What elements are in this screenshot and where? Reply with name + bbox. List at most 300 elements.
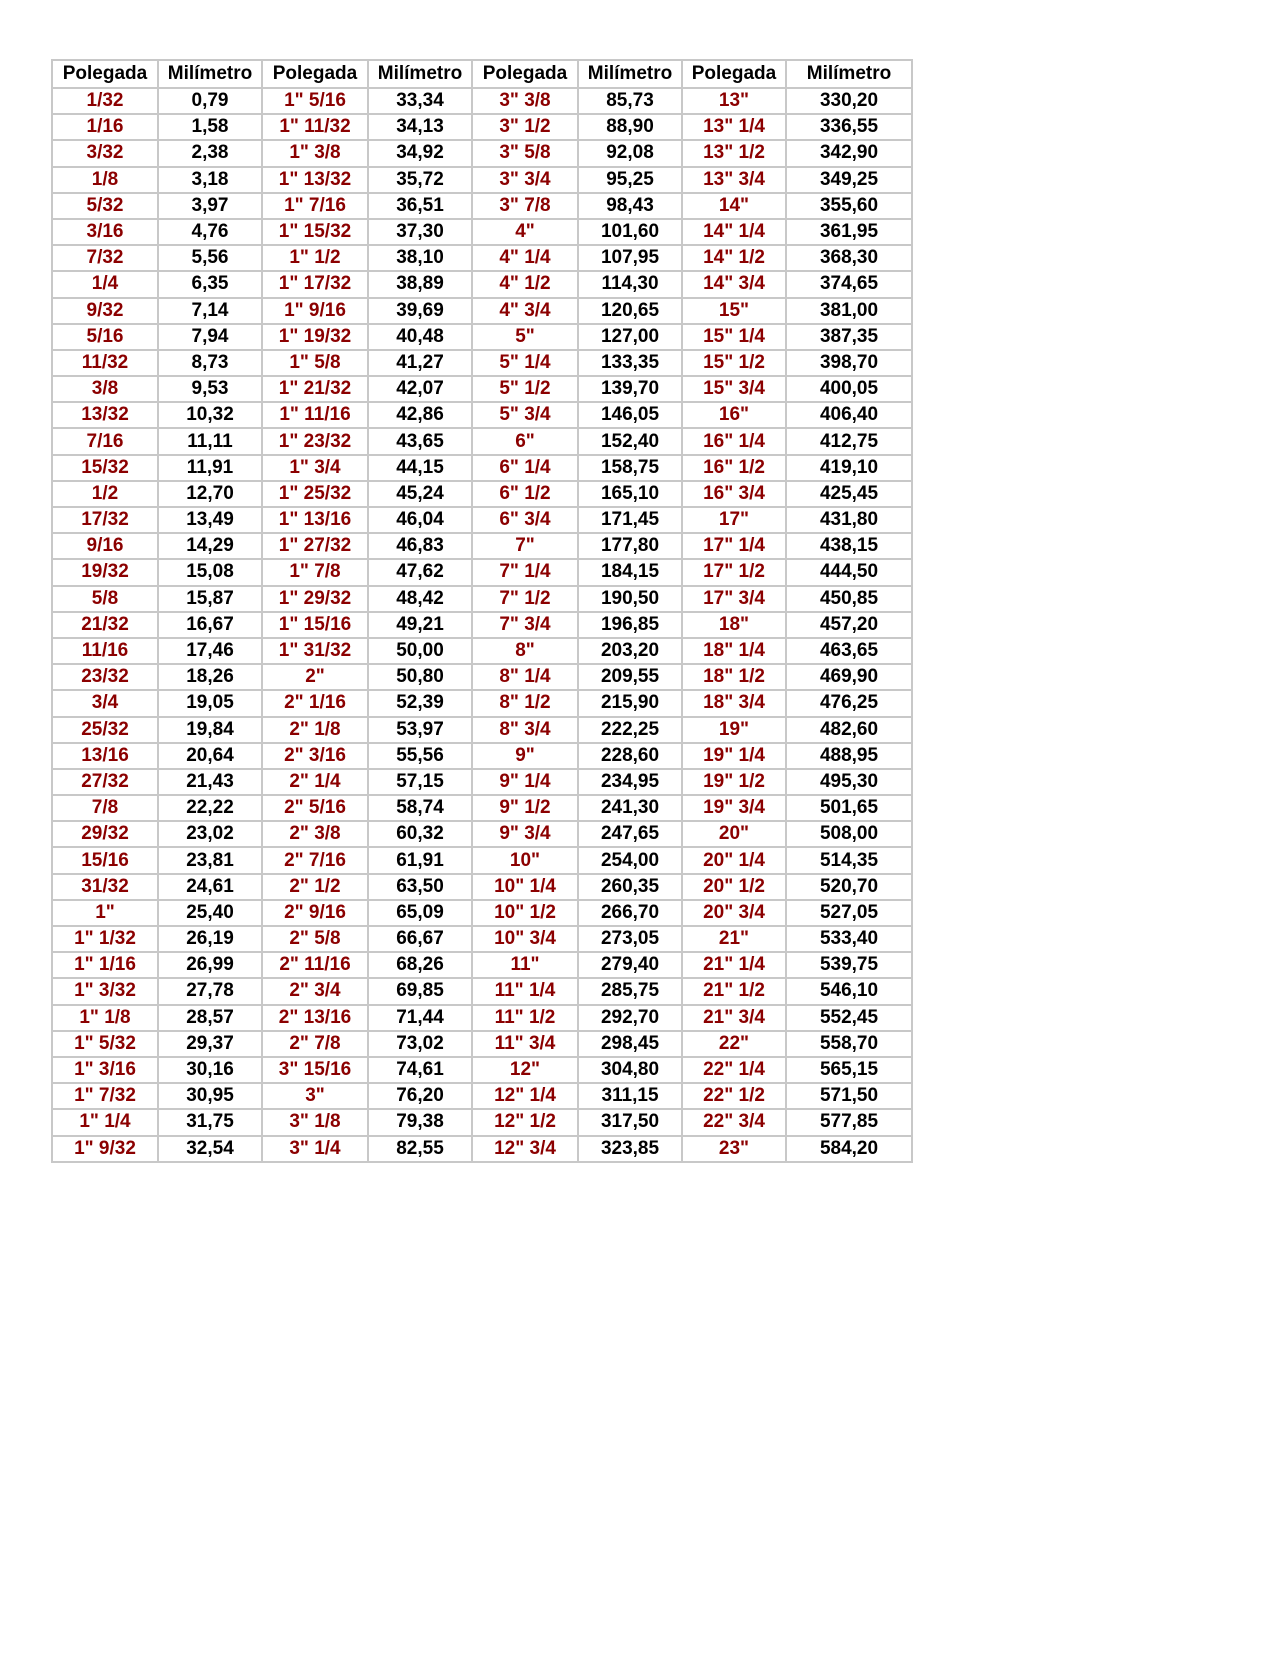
- cell-mm: 546,10: [786, 978, 912, 1004]
- cell-inch: 21": [682, 926, 786, 952]
- cell-mm: 476,25: [786, 690, 912, 716]
- cell-mm: 82,55: [368, 1136, 472, 1162]
- cell-inch: 14" 3/4: [682, 271, 786, 297]
- cell-mm: 45,24: [368, 481, 472, 507]
- cell-inch: 13" 3/4: [682, 167, 786, 193]
- cell-mm: 457,20: [786, 612, 912, 638]
- cell-inch: 5" 1/2: [472, 376, 578, 402]
- cell-mm: 247,65: [578, 821, 682, 847]
- cell-inch: 1" 13/32: [262, 167, 368, 193]
- cell-inch: 1" 5/16: [262, 88, 368, 114]
- cell-inch: 1" 9/16: [262, 298, 368, 324]
- cell-inch: 7": [472, 533, 578, 559]
- cell-inch: 1" 7/32: [52, 1083, 158, 1109]
- cell-inch: 5/16: [52, 324, 158, 350]
- table-row: [52, 769, 912, 795]
- cell-mm: 107,95: [578, 245, 682, 271]
- cell-mm: 133,35: [578, 350, 682, 376]
- cell-mm: 425,45: [786, 481, 912, 507]
- cell-inch: 1" 17/32: [262, 271, 368, 297]
- cell-mm: 26,99: [158, 952, 262, 978]
- table-row: [52, 533, 912, 559]
- cell-mm: 20,64: [158, 743, 262, 769]
- cell-mm: 508,00: [786, 821, 912, 847]
- cell-mm: 495,30: [786, 769, 912, 795]
- cell-inch: 1" 31/32: [262, 638, 368, 664]
- cell-inch: 23/32: [52, 664, 158, 690]
- cell-mm: 127,00: [578, 324, 682, 350]
- cell-mm: 30,16: [158, 1057, 262, 1083]
- cell-inch: 1": [52, 900, 158, 926]
- table-row: [52, 245, 912, 271]
- cell-inch: 1" 7/16: [262, 193, 368, 219]
- cell-inch: 27/32: [52, 769, 158, 795]
- cell-inch: 11" 3/4: [472, 1031, 578, 1057]
- cell-mm: 146,05: [578, 402, 682, 428]
- cell-inch: 1" 27/32: [262, 533, 368, 559]
- table-row: [52, 612, 912, 638]
- cell-inch: 22" 1/2: [682, 1083, 786, 1109]
- cell-mm: 52,39: [368, 690, 472, 716]
- cell-mm: 398,70: [786, 350, 912, 376]
- table-row: [52, 874, 912, 900]
- cell-mm: 4,76: [158, 219, 262, 245]
- cell-mm: 552,45: [786, 1005, 912, 1031]
- cell-inch: 1" 29/32: [262, 586, 368, 612]
- cell-inch: 1" 9/32: [52, 1136, 158, 1162]
- table-row: [52, 376, 912, 402]
- cell-mm: 419,10: [786, 455, 912, 481]
- cell-mm: 184,15: [578, 559, 682, 585]
- cell-inch: 18" 3/4: [682, 690, 786, 716]
- cell-mm: 57,15: [368, 769, 472, 795]
- cell-mm: 101,60: [578, 219, 682, 245]
- cell-mm: 5,56: [158, 245, 262, 271]
- cell-inch: 21" 3/4: [682, 1005, 786, 1031]
- cell-inch: 23": [682, 1136, 786, 1162]
- cell-mm: 584,20: [786, 1136, 912, 1162]
- cell-mm: 438,15: [786, 533, 912, 559]
- cell-mm: 28,57: [158, 1005, 262, 1031]
- cell-inch: 1" 1/4: [52, 1109, 158, 1135]
- table-row: [52, 455, 912, 481]
- cell-inch: 1" 11/32: [262, 114, 368, 140]
- cell-mm: 46,83: [368, 533, 472, 559]
- cell-inch: 2" 1/4: [262, 769, 368, 795]
- cell-mm: 18,26: [158, 664, 262, 690]
- cell-inch: 1/16: [52, 114, 158, 140]
- cell-mm: 41,27: [368, 350, 472, 376]
- cell-mm: 406,40: [786, 402, 912, 428]
- table-row: [52, 1136, 912, 1162]
- header-milimetro: Milímetro: [786, 60, 912, 88]
- cell-inch: 1/32: [52, 88, 158, 114]
- cell-inch: 21/32: [52, 612, 158, 638]
- cell-inch: 10" 1/4: [472, 874, 578, 900]
- cell-mm: 53,97: [368, 717, 472, 743]
- cell-inch: 10" 1/2: [472, 900, 578, 926]
- table-body: [52, 88, 912, 1162]
- cell-mm: 40,48: [368, 324, 472, 350]
- cell-inch: 4" 3/4: [472, 298, 578, 324]
- cell-mm: 431,80: [786, 507, 912, 533]
- cell-inch: 11": [472, 952, 578, 978]
- table-row: [52, 978, 912, 1004]
- table-row: [52, 1005, 912, 1031]
- table-row: [52, 428, 912, 454]
- cell-inch: 3/16: [52, 219, 158, 245]
- table-header: [52, 60, 912, 88]
- table-row: [52, 559, 912, 585]
- conversion-table: [51, 59, 913, 1163]
- cell-mm: 68,26: [368, 952, 472, 978]
- cell-mm: 139,70: [578, 376, 682, 402]
- cell-inch: 2" 3/16: [262, 743, 368, 769]
- cell-mm: 48,42: [368, 586, 472, 612]
- cell-inch: 8" 3/4: [472, 717, 578, 743]
- cell-inch: 13/32: [52, 402, 158, 428]
- cell-inch: 3" 5/8: [472, 140, 578, 166]
- cell-inch: 1" 21/32: [262, 376, 368, 402]
- cell-mm: 323,85: [578, 1136, 682, 1162]
- cell-inch: 1" 7/8: [262, 559, 368, 585]
- cell-mm: 24,61: [158, 874, 262, 900]
- cell-inch: 17" 3/4: [682, 586, 786, 612]
- cell-mm: 50,00: [368, 638, 472, 664]
- cell-mm: 30,95: [158, 1083, 262, 1109]
- cell-mm: 13,49: [158, 507, 262, 533]
- cell-inch: 4" 1/4: [472, 245, 578, 271]
- table-row: [52, 88, 912, 114]
- cell-mm: 7,94: [158, 324, 262, 350]
- cell-inch: 1" 3/4: [262, 455, 368, 481]
- cell-mm: 298,45: [578, 1031, 682, 1057]
- cell-inch: 7" 1/2: [472, 586, 578, 612]
- cell-mm: 285,75: [578, 978, 682, 1004]
- cell-mm: 19,84: [158, 717, 262, 743]
- cell-mm: 190,50: [578, 586, 682, 612]
- table-row: [52, 219, 912, 245]
- cell-inch: 7/16: [52, 428, 158, 454]
- cell-mm: 120,65: [578, 298, 682, 324]
- cell-mm: 11,11: [158, 428, 262, 454]
- table-row: [52, 1083, 912, 1109]
- header-milimetro: Milímetro: [578, 60, 682, 88]
- cell-inch: 12" 1/4: [472, 1083, 578, 1109]
- table-row: [52, 847, 912, 873]
- cell-inch: 17/32: [52, 507, 158, 533]
- cell-inch: 6": [472, 428, 578, 454]
- cell-inch: 1" 3/8: [262, 140, 368, 166]
- cell-inch: 12" 1/2: [472, 1109, 578, 1135]
- cell-mm: 35,72: [368, 167, 472, 193]
- cell-mm: 69,85: [368, 978, 472, 1004]
- cell-mm: 32,54: [158, 1136, 262, 1162]
- cell-inch: 15/16: [52, 847, 158, 873]
- cell-inch: 18": [682, 612, 786, 638]
- cell-inch: 2" 1/16: [262, 690, 368, 716]
- cell-mm: 58,74: [368, 795, 472, 821]
- cell-inch: 5/8: [52, 586, 158, 612]
- cell-mm: 92,08: [578, 140, 682, 166]
- cell-mm: 15,87: [158, 586, 262, 612]
- cell-inch: 15" 1/2: [682, 350, 786, 376]
- cell-inch: 2" 3/4: [262, 978, 368, 1004]
- cell-mm: 23,81: [158, 847, 262, 873]
- cell-mm: 50,80: [368, 664, 472, 690]
- cell-inch: 1" 19/32: [262, 324, 368, 350]
- cell-inch: 1/8: [52, 167, 158, 193]
- cell-mm: 74,61: [368, 1057, 472, 1083]
- cell-mm: 577,85: [786, 1109, 912, 1135]
- cell-inch: 3/8: [52, 376, 158, 402]
- cell-mm: 279,40: [578, 952, 682, 978]
- table-row: [52, 350, 912, 376]
- table-row: [52, 1109, 912, 1135]
- cell-inch: 15" 3/4: [682, 376, 786, 402]
- header-polegada: Polegada: [262, 60, 368, 88]
- cell-mm: 241,30: [578, 795, 682, 821]
- cell-mm: 79,38: [368, 1109, 472, 1135]
- cell-inch: 25/32: [52, 717, 158, 743]
- cell-mm: 46,04: [368, 507, 472, 533]
- cell-mm: 501,65: [786, 795, 912, 821]
- cell-mm: 98,43: [578, 193, 682, 219]
- cell-mm: 539,75: [786, 952, 912, 978]
- cell-mm: 234,95: [578, 769, 682, 795]
- cell-mm: 273,05: [578, 926, 682, 952]
- cell-mm: 571,50: [786, 1083, 912, 1109]
- table-row: [52, 743, 912, 769]
- cell-inch: 9" 3/4: [472, 821, 578, 847]
- table-row: [52, 298, 912, 324]
- cell-inch: 2" 5/8: [262, 926, 368, 952]
- cell-inch: 2" 11/16: [262, 952, 368, 978]
- table-row: [52, 821, 912, 847]
- cell-mm: 8,73: [158, 350, 262, 376]
- cell-mm: 0,79: [158, 88, 262, 114]
- cell-mm: 527,05: [786, 900, 912, 926]
- cell-mm: 254,00: [578, 847, 682, 873]
- cell-inch: 1" 1/32: [52, 926, 158, 952]
- cell-inch: 16" 1/2: [682, 455, 786, 481]
- cell-inch: 14": [682, 193, 786, 219]
- cell-mm: 22,22: [158, 795, 262, 821]
- cell-inch: 15" 1/4: [682, 324, 786, 350]
- cell-inch: 17" 1/4: [682, 533, 786, 559]
- cell-inch: 1" 23/32: [262, 428, 368, 454]
- cell-mm: 311,15: [578, 1083, 682, 1109]
- cell-inch: 1" 3/16: [52, 1057, 158, 1083]
- cell-inch: 1" 1/2: [262, 245, 368, 271]
- cell-mm: 482,60: [786, 717, 912, 743]
- cell-inch: 1" 1/8: [52, 1005, 158, 1031]
- cell-mm: 463,65: [786, 638, 912, 664]
- cell-inch: 7" 3/4: [472, 612, 578, 638]
- cell-mm: 203,20: [578, 638, 682, 664]
- cell-inch: 11/16: [52, 638, 158, 664]
- cell-inch: 2" 1/8: [262, 717, 368, 743]
- table-row: [52, 638, 912, 664]
- table-row: [52, 1057, 912, 1083]
- cell-inch: 7/32: [52, 245, 158, 271]
- cell-inch: 14" 1/4: [682, 219, 786, 245]
- cell-mm: 469,90: [786, 664, 912, 690]
- cell-mm: 400,05: [786, 376, 912, 402]
- cell-inch: 3" 3/4: [472, 167, 578, 193]
- cell-mm: 55,56: [368, 743, 472, 769]
- cell-mm: 34,13: [368, 114, 472, 140]
- cell-inch: 2" 7/8: [262, 1031, 368, 1057]
- cell-inch: 18" 1/2: [682, 664, 786, 690]
- cell-mm: 37,30: [368, 219, 472, 245]
- cell-mm: 63,50: [368, 874, 472, 900]
- table-row: [52, 900, 912, 926]
- cell-mm: 222,25: [578, 717, 682, 743]
- cell-mm: 16,67: [158, 612, 262, 638]
- cell-inch: 1" 3/32: [52, 978, 158, 1004]
- cell-inch: 9/32: [52, 298, 158, 324]
- table-row: [52, 795, 912, 821]
- table-row: [52, 1031, 912, 1057]
- cell-inch: 2": [262, 664, 368, 690]
- cell-mm: 33,34: [368, 88, 472, 114]
- cell-mm: 215,90: [578, 690, 682, 716]
- cell-mm: 165,10: [578, 481, 682, 507]
- header-polegada: Polegada: [682, 60, 786, 88]
- cell-inch: 16": [682, 402, 786, 428]
- header-milimetro: Milímetro: [158, 60, 262, 88]
- cell-mm: 65,09: [368, 900, 472, 926]
- cell-mm: 43,65: [368, 428, 472, 454]
- cell-mm: 23,02: [158, 821, 262, 847]
- cell-inch: 2" 9/16: [262, 900, 368, 926]
- cell-inch: 1" 25/32: [262, 481, 368, 507]
- cell-inch: 7" 1/4: [472, 559, 578, 585]
- header-milimetro: Milímetro: [368, 60, 472, 88]
- table-row: [52, 717, 912, 743]
- cell-inch: 14" 1/2: [682, 245, 786, 271]
- cell-inch: 8": [472, 638, 578, 664]
- cell-inch: 1/2: [52, 481, 158, 507]
- cell-mm: 565,15: [786, 1057, 912, 1083]
- cell-inch: 10": [472, 847, 578, 873]
- cell-inch: 22" 3/4: [682, 1109, 786, 1135]
- cell-mm: 25,40: [158, 900, 262, 926]
- cell-mm: 29,37: [158, 1031, 262, 1057]
- cell-inch: 19": [682, 717, 786, 743]
- cell-inch: 3" 1/4: [262, 1136, 368, 1162]
- cell-inch: 6" 1/4: [472, 455, 578, 481]
- cell-mm: 228,60: [578, 743, 682, 769]
- cell-mm: 36,51: [368, 193, 472, 219]
- cell-mm: 10,32: [158, 402, 262, 428]
- table-row: [52, 952, 912, 978]
- cell-mm: 533,40: [786, 926, 912, 952]
- cell-inch: 5/32: [52, 193, 158, 219]
- cell-inch: 13": [682, 88, 786, 114]
- cell-mm: 47,62: [368, 559, 472, 585]
- cell-inch: 31/32: [52, 874, 158, 900]
- cell-inch: 2" 7/16: [262, 847, 368, 873]
- cell-mm: 317,50: [578, 1109, 682, 1135]
- cell-inch: 8" 1/4: [472, 664, 578, 690]
- cell-mm: 2,38: [158, 140, 262, 166]
- cell-inch: 3" 7/8: [472, 193, 578, 219]
- table-row: [52, 690, 912, 716]
- cell-mm: 27,78: [158, 978, 262, 1004]
- cell-inch: 22" 1/4: [682, 1057, 786, 1083]
- cell-inch: 2" 5/16: [262, 795, 368, 821]
- cell-mm: 39,69: [368, 298, 472, 324]
- cell-mm: 374,65: [786, 271, 912, 297]
- cell-mm: 60,32: [368, 821, 472, 847]
- cell-mm: 49,21: [368, 612, 472, 638]
- cell-mm: 15,08: [158, 559, 262, 585]
- cell-mm: 387,35: [786, 324, 912, 350]
- cell-inch: 9" 1/2: [472, 795, 578, 821]
- cell-mm: 520,70: [786, 874, 912, 900]
- cell-mm: 88,90: [578, 114, 682, 140]
- cell-inch: 18" 1/4: [682, 638, 786, 664]
- cell-inch: 3": [262, 1083, 368, 1109]
- cell-mm: 76,20: [368, 1083, 472, 1109]
- cell-inch: 3/4: [52, 690, 158, 716]
- cell-mm: 42,86: [368, 402, 472, 428]
- cell-inch: 1" 15/16: [262, 612, 368, 638]
- cell-inch: 3" 1/2: [472, 114, 578, 140]
- cell-inch: 19/32: [52, 559, 158, 585]
- cell-mm: 355,60: [786, 193, 912, 219]
- cell-mm: 342,90: [786, 140, 912, 166]
- cell-inch: 6" 1/2: [472, 481, 578, 507]
- cell-mm: 171,45: [578, 507, 682, 533]
- cell-mm: 17,46: [158, 638, 262, 664]
- cell-inch: 5" 1/4: [472, 350, 578, 376]
- cell-mm: 292,70: [578, 1005, 682, 1031]
- cell-inch: 16" 3/4: [682, 481, 786, 507]
- cell-inch: 5" 3/4: [472, 402, 578, 428]
- cell-mm: 1,58: [158, 114, 262, 140]
- cell-mm: 209,55: [578, 664, 682, 690]
- cell-mm: 158,75: [578, 455, 682, 481]
- cell-mm: 196,85: [578, 612, 682, 638]
- cell-inch: 13/16: [52, 743, 158, 769]
- cell-inch: 3/32: [52, 140, 158, 166]
- cell-mm: 444,50: [786, 559, 912, 585]
- cell-inch: 1" 5/8: [262, 350, 368, 376]
- cell-inch: 11/32: [52, 350, 158, 376]
- cell-inch: 9": [472, 743, 578, 769]
- cell-inch: 20" 1/2: [682, 874, 786, 900]
- cell-mm: 361,95: [786, 219, 912, 245]
- cell-mm: 514,35: [786, 847, 912, 873]
- table-row: [52, 926, 912, 952]
- cell-inch: 4" 1/2: [472, 271, 578, 297]
- cell-inch: 19" 1/4: [682, 743, 786, 769]
- cell-inch: 8" 1/2: [472, 690, 578, 716]
- cell-mm: 19,05: [158, 690, 262, 716]
- cell-inch: 1" 5/32: [52, 1031, 158, 1057]
- cell-mm: 488,95: [786, 743, 912, 769]
- cell-inch: 20" 1/4: [682, 847, 786, 873]
- cell-inch: 22": [682, 1031, 786, 1057]
- cell-inch: 9/16: [52, 533, 158, 559]
- cell-inch: 29/32: [52, 821, 158, 847]
- cell-mm: 3,97: [158, 193, 262, 219]
- header-row: [52, 60, 912, 88]
- cell-inch: 6" 3/4: [472, 507, 578, 533]
